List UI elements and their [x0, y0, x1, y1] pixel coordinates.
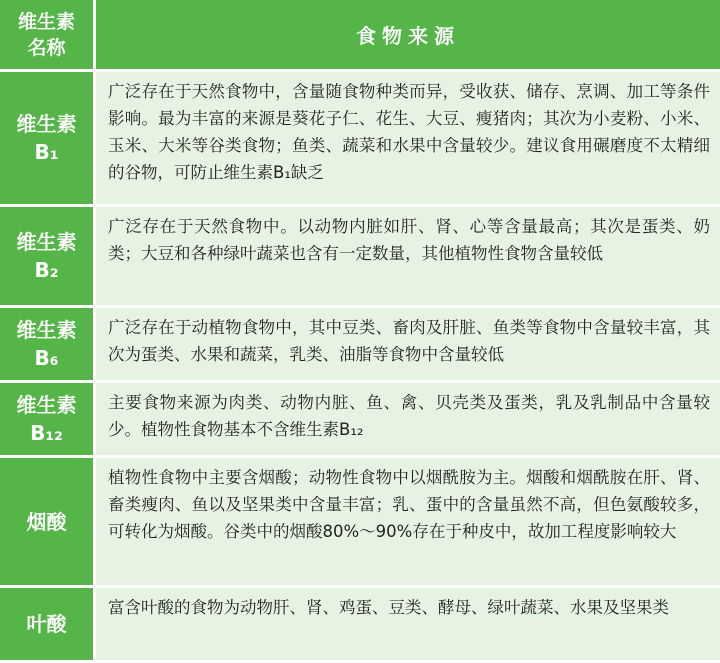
vitamin-subtype: B₁ — [34, 140, 59, 164]
vitamin-name-cell — [0, 588, 96, 663]
food-source-text: 广泛存在于动植物食物中，其中豆类、畜肉及肝脏、鱼类等食物中含量较丰富，其次为蛋类、水果和蔬菜，乳类、油脂等食物中含量较低 — [96, 308, 720, 383]
vitamin-name: 维生素 — [16, 230, 77, 254]
table-row — [0, 207, 720, 308]
food-source-text: 广泛存在于天然食物中，含量随食物种类而异，受收获、储存、烹调、加工等条件影响。最为丰富的来源是葵花子仁、花生、大豆、瘦猪肉；其次为小麦粉、小米、玉米、大米等谷类食物；鱼类、蔬菜和水果中含量较少。建议食用碾磨度不太精细的谷物，可防止维生素B₁缺乏 — [96, 72, 720, 207]
food-source-text: 广泛存在于天然食物中。以动物内脏如肝、肾、心等含量最高；其次是蛋类、奶类；大豆和各种绿叶蔬菜也含有一定数量，其他植物性食物含量较低 — [96, 207, 720, 308]
vitamin-name: 烟酸 — [26, 509, 67, 534]
table-header-row — [0, 0, 720, 72]
vitamin-name-cell — [0, 308, 96, 383]
food-source-text: 富含叶酸的食物为动物肝、肾、鸡蛋、豆类、酵母、绿叶蔬菜、水果及坚果类 — [96, 588, 720, 663]
vitamin-name: 叶酸 — [26, 612, 67, 636]
vitamin-subtype: B₂ — [34, 258, 59, 282]
vitamin-name-cell — [0, 458, 96, 588]
food-source-text: 植物性食物中主要含烟酸；动物性食物中以烟酰胺为主。烟酸和烟酰胺在肝、肾、畜类瘦肉、鱼以及坚果类中含量丰富；乳、蛋中的含量虽然不高，但色氨酸较多，可转化为烟酸。谷类中的烟酸80%～90%存在于种皮中，故加工程度影响较大 — [96, 458, 720, 588]
vitamin-name: 维生素 — [16, 318, 77, 342]
food-source-text: 主要食物来源为肉类、动物内脏、鱼、禽、贝壳类及蛋类，乳及乳制品中含量较少。植物性食物基本不含维生素B₁₂ — [96, 383, 720, 458]
header-name-line2: 名称 — [27, 36, 66, 59]
table-row — [0, 308, 720, 383]
table-row — [0, 588, 720, 663]
header-name-line1: 维生素 — [17, 10, 75, 33]
vitamin-name: 维生素 — [16, 112, 77, 136]
header-vitamin-name — [0, 0, 96, 72]
vitamin-name-cell — [0, 72, 96, 207]
table-row — [0, 383, 720, 458]
vitamin-name: 维生素 — [16, 393, 77, 417]
vitamin-name-cell — [0, 383, 96, 458]
table-row — [0, 458, 720, 588]
vitamin-name-cell — [0, 207, 96, 308]
header-food-source: 食物来源 — [96, 0, 720, 72]
table-row — [0, 72, 720, 207]
vitamin-subtype: B₁₂ — [30, 421, 63, 445]
vitamin-subtype: B₆ — [34, 346, 59, 370]
